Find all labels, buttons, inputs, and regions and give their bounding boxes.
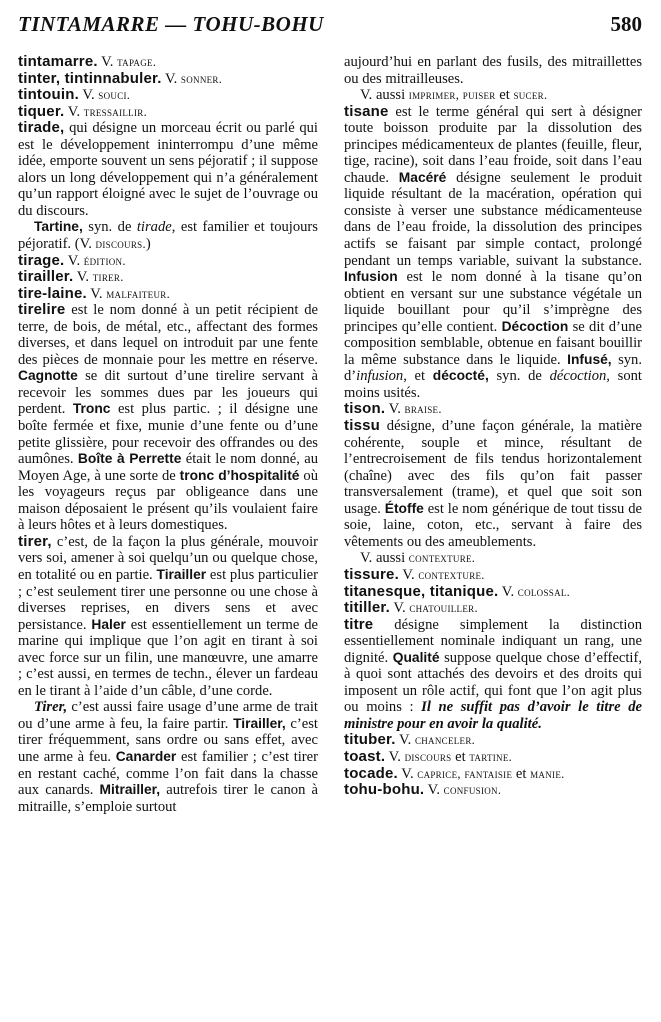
entry-text: était le nom donné, au Moyen Age, à une sorte de [18, 451, 318, 484]
entry-text: syn. de [488, 368, 550, 385]
cross-reference: édition. [83, 253, 126, 268]
entry-text: V. [389, 600, 410, 617]
entry-text: et [512, 765, 531, 782]
italic-term: tirade, [136, 219, 176, 236]
entry-tirailler [18, 269, 318, 286]
headword: tirade, [18, 119, 65, 137]
entry-tissu [344, 418, 642, 550]
entry-text: V. [397, 765, 418, 782]
term: Haler [91, 616, 126, 632]
entry-text: V. [498, 583, 518, 600]
entry-toast [344, 749, 642, 766]
term: tronc d’hospitalité [179, 467, 300, 483]
headword: tintouin. [18, 86, 79, 104]
entry-tirer [18, 534, 318, 699]
term: Infusé, [567, 351, 612, 367]
headword: tison. [344, 400, 386, 418]
cross-reference: discours [404, 749, 452, 764]
term: Qualité [392, 649, 440, 665]
entry-text: V. [385, 401, 405, 418]
entry-text: c’est aussi faire usage d’une arme de trait ou d’une arme à feu, la faire partir. [18, 699, 318, 732]
entry-tohu-bohu [344, 782, 642, 799]
cross-reference: imprimer, [408, 88, 460, 103]
headword: tirailler. [18, 268, 74, 286]
entry-tirage [18, 253, 318, 270]
entry-text: se dit d’une composition semblable, obtenue en faisant bouillir la même substance dans le liquide. [344, 318, 642, 368]
entry-text: où les voyageurs reçus par obligeance dans une maison déposaient le présent qu’ils voulaient faire à leurs hôtes et à leurs domestiques. [18, 467, 318, 534]
headword: titanesque, titanique. [344, 582, 499, 600]
headword: tinter, tintinnabuler. [18, 69, 162, 87]
entry-text: se dit surtout d’une tirelire servant à recevoir les sommes dues par les joueurs qui perdent. [18, 368, 318, 418]
cross-reference: colossal. [517, 584, 571, 599]
entry-tiquer [18, 104, 318, 121]
entry-text: c’est, de la façon la plus générale, mouvoir vers soi, amener à soi quelqu’un ou quelque chose, en totalité ou en partie. [18, 533, 318, 583]
entry-titanesque [344, 584, 642, 601]
entry-text: V. [73, 269, 93, 286]
entry-text: aujourd’hui en parlant des fusils, des mitraillettes ou des mitrailleuses. [344, 54, 642, 87]
cross-reference: tartine. [469, 749, 513, 764]
entry-tison [344, 401, 642, 418]
headword: titiller. [344, 599, 390, 617]
headword: tirelire [18, 301, 66, 319]
term: décocté, [432, 368, 489, 384]
entry-text: est plus partic. ; il désigne une boîte fermée et fixe, munie d’une fente ou d’une petite glissière, pour recevoir des offrandes ou des aumônes. [18, 401, 318, 468]
entry-titiller [344, 600, 642, 617]
entry-tirer-sub [18, 699, 318, 815]
cross-reference: chanceler. [414, 733, 476, 748]
term: Tartine, [34, 219, 83, 235]
cross-reference: discours. [95, 237, 146, 252]
term: Boîte à Perrette [77, 451, 182, 467]
entry-tirade-sub [18, 219, 318, 252]
entry-text: est le terme général qui sert à désigner toute boisson produite par la dissolution des principes médicamenteux de plantes (feuille, fleur, tige, racine), soit dans l’eau froide, soit dans l’eau chaude. [344, 103, 642, 186]
entry-text: V. aussi [360, 550, 409, 567]
entry-text: V. [78, 87, 99, 104]
running-title: TINTAMARRE — TOHU-BOHU [18, 12, 324, 36]
entry-text: désigne simplement la distinction essentiellement nominale indiquant un rang, une dignité. [344, 616, 642, 666]
entry-text: et [451, 748, 470, 765]
italic-term: décoction, [549, 368, 610, 385]
entry-text: et [495, 87, 514, 104]
entry-tirade [18, 120, 318, 219]
cross-reference: tapage. [117, 55, 157, 69]
cross-reference: souci. [98, 88, 131, 103]
term: Mitrailler, [99, 782, 161, 798]
entry-text: V. [161, 70, 181, 87]
term: Macéré [398, 169, 447, 185]
cross-reference: puiser [462, 88, 496, 103]
entry-text: V. [64, 252, 84, 269]
entry-tinter [18, 71, 318, 88]
headword: tituber. [344, 731, 396, 749]
entry-text: est familier ; c’est tirer en restant caché, comme l’on fait dans la chasse aux canards. [18, 748, 318, 799]
entry-text: désigne seulement le produit liquide résultant de la macération, opération qui consiste à verser une substance médicamenteuse dans de l’eau froide, la dissolution des principes actifs se faisant par simple contact, prolongé pendant un temps variable, suivant la substance. [344, 169, 642, 269]
left-column [18, 54, 318, 815]
italic-term: infusion, [356, 368, 407, 385]
entry-text: V. [97, 54, 118, 70]
entry-text: est essentiellement un terme de marine qui implique que l’on agit en tirant à soi avec force sur un filin, une manœuvre, une amarre ; c’est aussi, en termes de techn., élever un fardeau en le tirant à l’aide d’un câble, d’une corde. [18, 616, 318, 699]
entry-text: V. [64, 103, 84, 120]
entry-text: sont moins usités. [344, 368, 642, 401]
entry-text: est familier et toujours péjoratif. (V. [18, 219, 318, 253]
entry-text: V. [395, 732, 415, 749]
entry-text: V. [424, 782, 444, 799]
entry-tire-laine [18, 286, 318, 303]
right-column [344, 54, 642, 799]
cross-reference: sonner. [180, 71, 223, 86]
entry-text: V. [86, 285, 107, 302]
entry-titre [344, 617, 642, 733]
entry-text: c’est tirer fréquemment, sans ordre ou sans effet, avec une arme à feu. [18, 715, 318, 765]
cross-reference: malfaiteur. [106, 286, 170, 301]
entry-tirelire [18, 302, 318, 534]
term: Tirailler, [233, 715, 286, 731]
entry-tocade [344, 766, 642, 783]
headword: tissu [344, 417, 381, 435]
entry-text: désigne, d’une façon générale, la matière cohérente, souple et mince, résultant de l’entrecroisement de fils tendus horizontalement (chaîne) avec des fils qu’on fait passer transversalement (trame), et quel que soit son usage. [344, 418, 642, 517]
entry-text: est le nom générique de tout tissu de soie, laine, coton, etc., servant à faire des vêtements ou des ameublements. [344, 500, 642, 550]
entry-text: est le nom donné à un petit récipient de terre, de bois, de métal, etc., affectant des formes diverses, et dans lequel on introduit par une fente des pièces de monnaie pour les mettre en réserve. [18, 302, 318, 368]
term: Cagnotte [18, 368, 78, 384]
headword: tire-laine. [18, 284, 87, 302]
cross-reference: chatouiller. [409, 601, 478, 616]
entry-text: syn. d’ [344, 351, 643, 385]
cross-reference: caprice, [417, 766, 461, 781]
entry-text: syn. de [82, 219, 137, 236]
headword: tissure. [344, 565, 399, 583]
headword: titre [344, 615, 374, 633]
cross-reference: contexture. [418, 567, 485, 582]
term: Tronc [72, 401, 111, 417]
cross-reference: tirer. [92, 270, 124, 285]
cross-reference: manie. [530, 766, 565, 781]
headword: tocade. [344, 764, 398, 782]
term: Infusion [344, 269, 398, 285]
headword: toast. [344, 747, 386, 765]
entry-text: qui désigne un morceau écrit ou parlé qui est le développement ininterrompu d’une même idée, emporte souvent un sens péjoratif ; il suppose alors un long développement qui n’a généralement qu’un rapport éloigné avec le sujet de l’ouvrage ou du discours. [18, 120, 318, 219]
term: Canarder [115, 748, 177, 764]
entry-tissu-see-also [344, 550, 642, 567]
entry-text: est plus particulier ; c’est seulement tirer une personne ou une chose à diverses reprises, en divers sens et avec persistance. [18, 566, 319, 633]
page-header [18, 12, 642, 42]
headword: tirer, [18, 532, 52, 550]
entry-text: V. aussi [360, 87, 409, 104]
headword: tisane [344, 102, 389, 120]
entry-text: ) [145, 236, 151, 253]
headword: tintamarre. [18, 53, 98, 70]
entry-text: V. [398, 566, 419, 583]
entry-continuation-see-also [344, 87, 642, 104]
term: Tirailler [156, 566, 207, 582]
entry-tissure [344, 567, 642, 584]
entry-tituber [344, 732, 642, 749]
entry-text: et [406, 368, 433, 385]
term: Décoction [501, 318, 569, 334]
cross-reference: tressaillir. [83, 104, 147, 119]
cross-reference: confusion. [443, 783, 502, 798]
term: Étoffe [384, 500, 424, 516]
entry-text: V. [385, 748, 405, 765]
headword: tirage. [18, 251, 65, 269]
example-sentence: Il ne suffit pas d’avoir le titre de ministre pour en avoir la qualité. [344, 699, 642, 732]
cross-reference: fantaisie [464, 766, 513, 781]
cross-reference: contexture. [408, 551, 476, 566]
entry-text: suppose quelque chose d’effectif, à quoi sont attachés des devoirs et des droits qui imposent un rôle actif, qui font que l’on agit plus ou moins : [344, 649, 642, 716]
cross-reference: braise. [404, 402, 442, 417]
italic-term: Tirer, [34, 699, 68, 716]
entry-continuation [344, 54, 642, 87]
cross-reference: sucer. [513, 88, 548, 103]
entry-tisane [344, 104, 642, 402]
headword: tohu-bohu. [344, 781, 425, 799]
entry-tintamarre [18, 54, 318, 71]
entry-text: est le nom donné à la tisane qu’on obtient en versant sur une substance végétale un liquide bouillant pour qu’il s’imprègne des principes qu’elle contient. [344, 269, 642, 335]
entry-text: autrefois tirer le canon à mitraille, s’emploie surtout [18, 782, 318, 815]
entry-tintouin [18, 87, 318, 104]
headword: tiquer. [18, 102, 65, 120]
page-number: 580 [610, 12, 642, 36]
